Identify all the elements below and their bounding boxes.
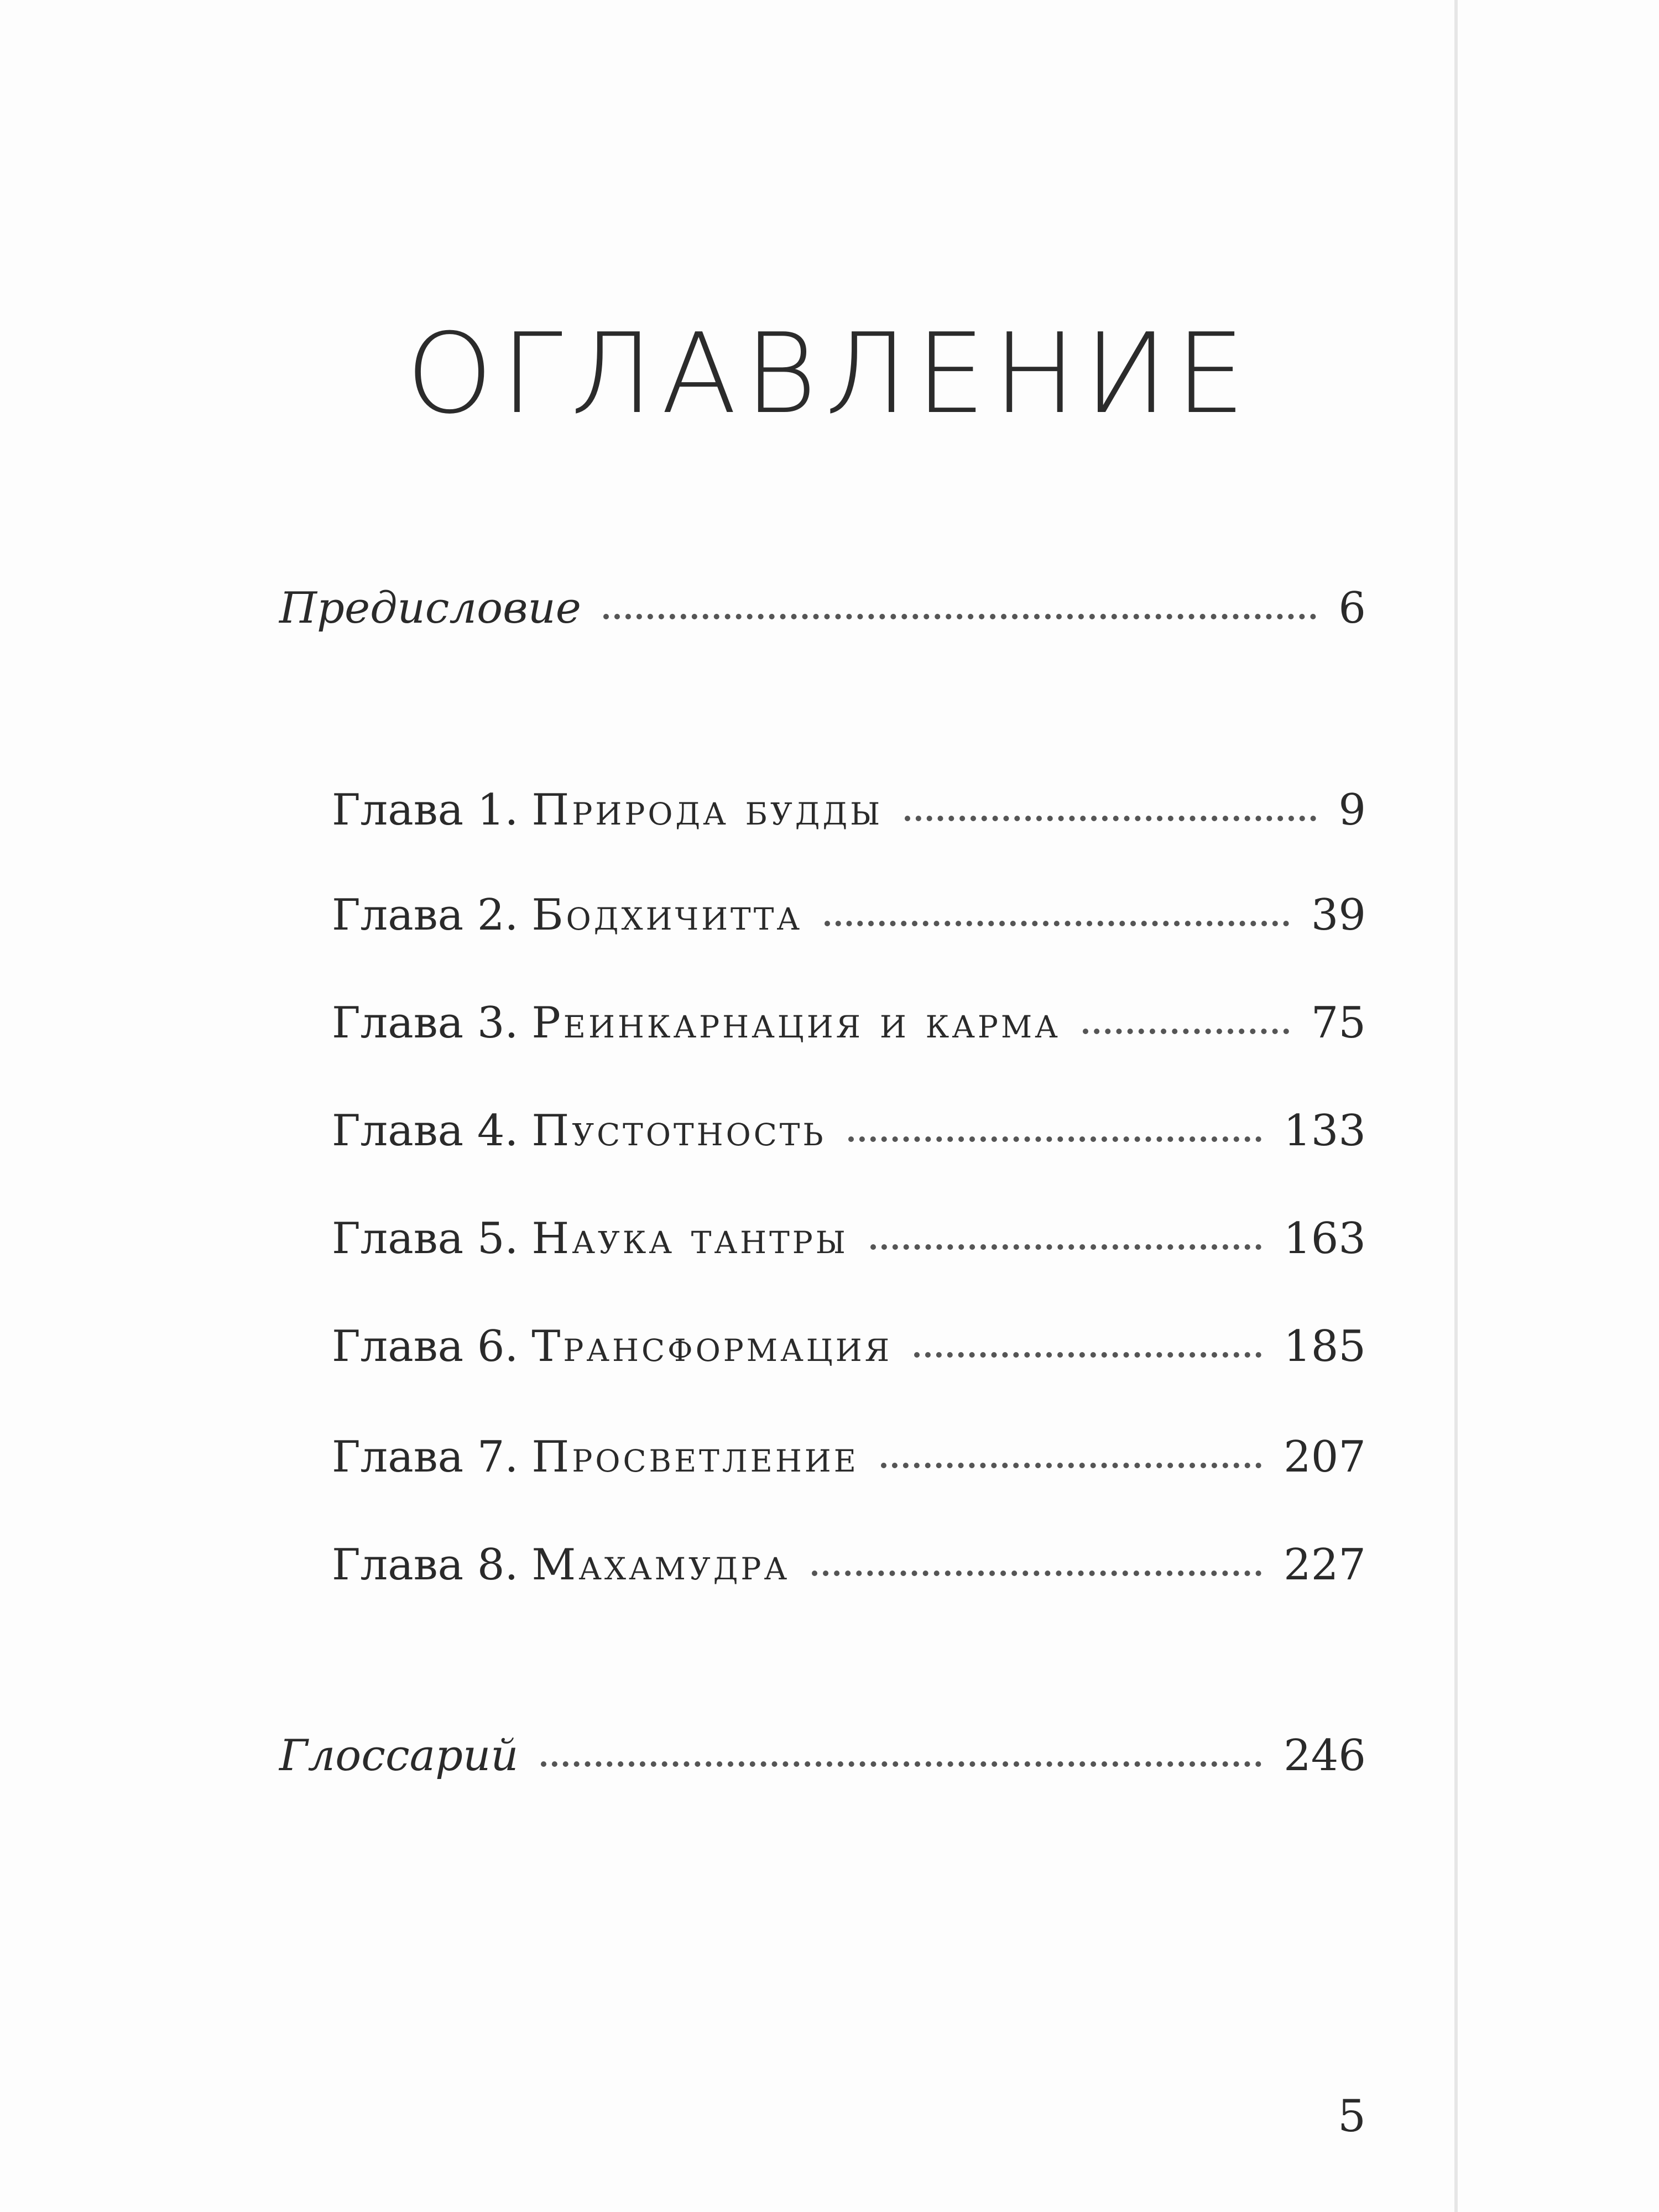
toc-entry-page: 133	[1284, 1106, 1366, 1156]
toc-entry-glossary	[279, 1731, 1366, 1792]
dot-leader	[905, 816, 1316, 821]
toc-entry-chapter-8	[332, 1540, 1366, 1601]
dot-leader	[848, 1136, 1262, 1142]
toc-entry-chapter-2	[332, 890, 1366, 951]
chapter-name: Пустотность	[531, 1106, 826, 1156]
dot-leader	[881, 1463, 1261, 1468]
toc-entry-page: 39	[1311, 890, 1366, 940]
toc-entry-chapter-6	[332, 1322, 1366, 1383]
dot-leader	[870, 1244, 1261, 1250]
toc-entry-page: 207	[1284, 1432, 1366, 1482]
toc-entry-page: 246	[1284, 1731, 1366, 1781]
chapter-name: Реинкарнация и карма	[531, 998, 1061, 1048]
toc-entry-page: 6	[1338, 583, 1366, 633]
toc-entry-label: Предисловие	[279, 583, 581, 633]
chapter-number: Глава 2.	[332, 890, 519, 940]
chapter-name: Просветление	[531, 1432, 859, 1482]
chapter-name: Трансформация	[531, 1322, 893, 1371]
toc-entry-page: 9	[1338, 785, 1366, 835]
toc-entry-chapter-3	[332, 998, 1366, 1059]
chapter-number: Глава 1.	[332, 785, 519, 835]
toc-entry-chapter-1	[332, 785, 1366, 846]
dot-leader	[1083, 1029, 1289, 1034]
dot-leader	[825, 921, 1289, 926]
toc-entry-preface	[279, 583, 1366, 644]
toc-entry-page: 163	[1284, 1214, 1366, 1264]
chapter-name: Бодхичитта	[531, 890, 803, 940]
toc-entry-chapter-5	[332, 1214, 1366, 1275]
dot-leader	[812, 1571, 1261, 1576]
toc-entry-chapter-7	[332, 1432, 1366, 1493]
chapter-number: Глава 5.	[332, 1214, 519, 1264]
chapter-name: Наука тантры	[531, 1214, 848, 1264]
chapter-name: Махамудра	[531, 1540, 790, 1590]
page-number: 5	[1338, 2090, 1366, 2142]
toc-entry-page: 75	[1311, 998, 1366, 1048]
toc-entry-page: 227	[1284, 1540, 1366, 1590]
toc-entry-page: 185	[1284, 1322, 1366, 1371]
chapter-number: Глава 6.	[332, 1322, 519, 1371]
toc-entry-label: Глоссарий	[279, 1731, 519, 1781]
chapter-number: Глава 8.	[332, 1540, 519, 1590]
dot-leader	[603, 614, 1316, 619]
chapter-number: Глава 4.	[332, 1106, 519, 1156]
toc-entry-chapter-4	[332, 1106, 1366, 1167]
chapter-number: Глава 7.	[332, 1432, 519, 1482]
chapter-number: Глава 3.	[332, 998, 519, 1048]
dot-leader	[914, 1352, 1261, 1358]
dot-leader	[541, 1761, 1262, 1767]
chapter-name: Природа будды	[531, 785, 883, 835]
page-title: ОГЛАВЛЕНИЕ	[406, 310, 1253, 439]
